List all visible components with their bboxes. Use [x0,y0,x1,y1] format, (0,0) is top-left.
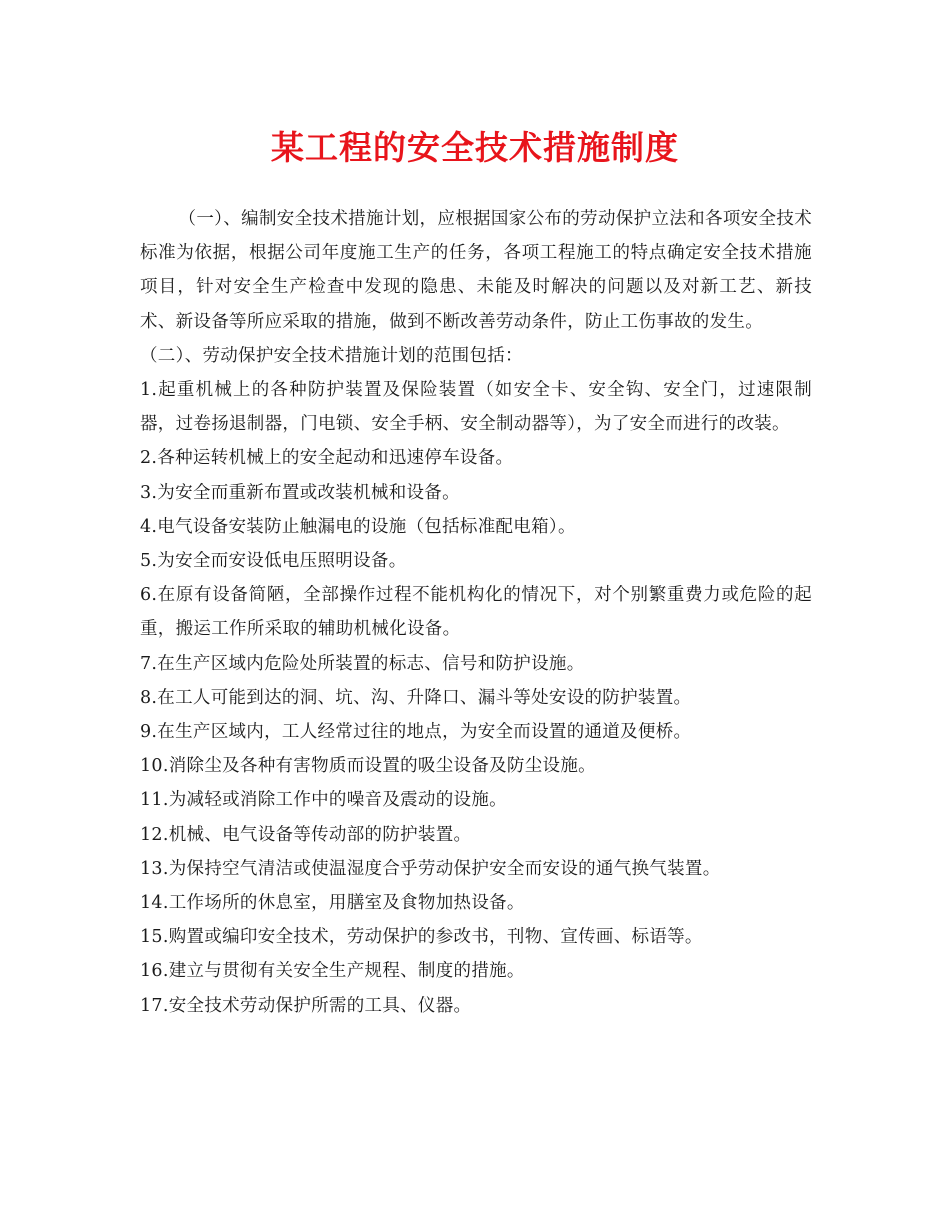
measure-list [140,373,812,1023]
list-item: 15.购置或编印安全技术，劳动保护的参改书，刊物、宣传画、标语等。 [140,927,703,948]
document-body [140,202,812,1023]
list-item: 9.在生产区域内，工人经常过往的地点，为安全而设置的通道及便桥。 [140,722,692,743]
list-item: 3.为安全而重新布置或改装机械和设备。 [140,482,460,503]
list-item: 14.工作场所的休息室，用膳室及食物加热设备。 [140,893,525,914]
document-title: 某工程的安全技术措施制度 [271,128,679,167]
intro-paragraph: （一）、编制安全技术措施计划，应根据国家公布的劳动保护立法和各项安全技术标准为依据，根据公司年度施工生产的任务，各项工程施工的特点确定安全技术措施项目，针对安全生产检查中发现的隐患、未能及时解决的问题以及对新工艺、新技术、新设备等所应采取的措施，做到不断改善劳动条件，防止工伤事故的发生。 [140,209,812,332]
list-item: 13.为保持空气清洁或使温湿度合乎劳动保护安全而安设的通气换气装置。 [140,858,721,879]
list-item: 5.为安全而安设低电压照明设备。 [140,551,407,572]
list-item: 17.安全技术劳动保护所需的工具、仪器。 [140,995,472,1016]
list-item: 12.机械、电气设备等传动部的防护装置。 [140,824,472,845]
list-item: 1.起重机械上的各种防护装置及保险装置（如安全卡、安全钩、安全门，过速限制器，过卷扬退制器，门电锁、安全手柄、安全制动器等），为了安全而进行的改装。 [140,380,812,435]
list-item: 7.在生产区域内危险处所装置的标志、信号和防护设施。 [140,653,585,674]
scope-heading: （二）、劳动保护安全技术措施计划的范围包括： [140,345,523,366]
list-item: 8.在工人可能到达的洞、坑、沟、升降口、漏斗等处安设的防护装置。 [140,687,692,708]
list-item: 10.消除尘及各种有害物质而设置的吸尘设备及防尘设施。 [140,756,596,777]
list-item: 11.为减轻或消除工作中的噪音及震动的设施。 [140,790,507,811]
list-item: 4.电气设备安装防止触漏电的设施（包括标准配电箱）。 [140,516,576,537]
list-item: 6.在原有设备简陋，全部操作过程不能机构化的情况下，对个别繁重费力或危险的起重，搬运工作所采取的辅助机械化设备。 [140,585,812,640]
list-item: 16.建立与贯彻有关安全生产规程、制度的措施。 [140,961,525,982]
list-item: 2.各种运转机械上的安全起动和迅速停车设备。 [140,448,514,469]
